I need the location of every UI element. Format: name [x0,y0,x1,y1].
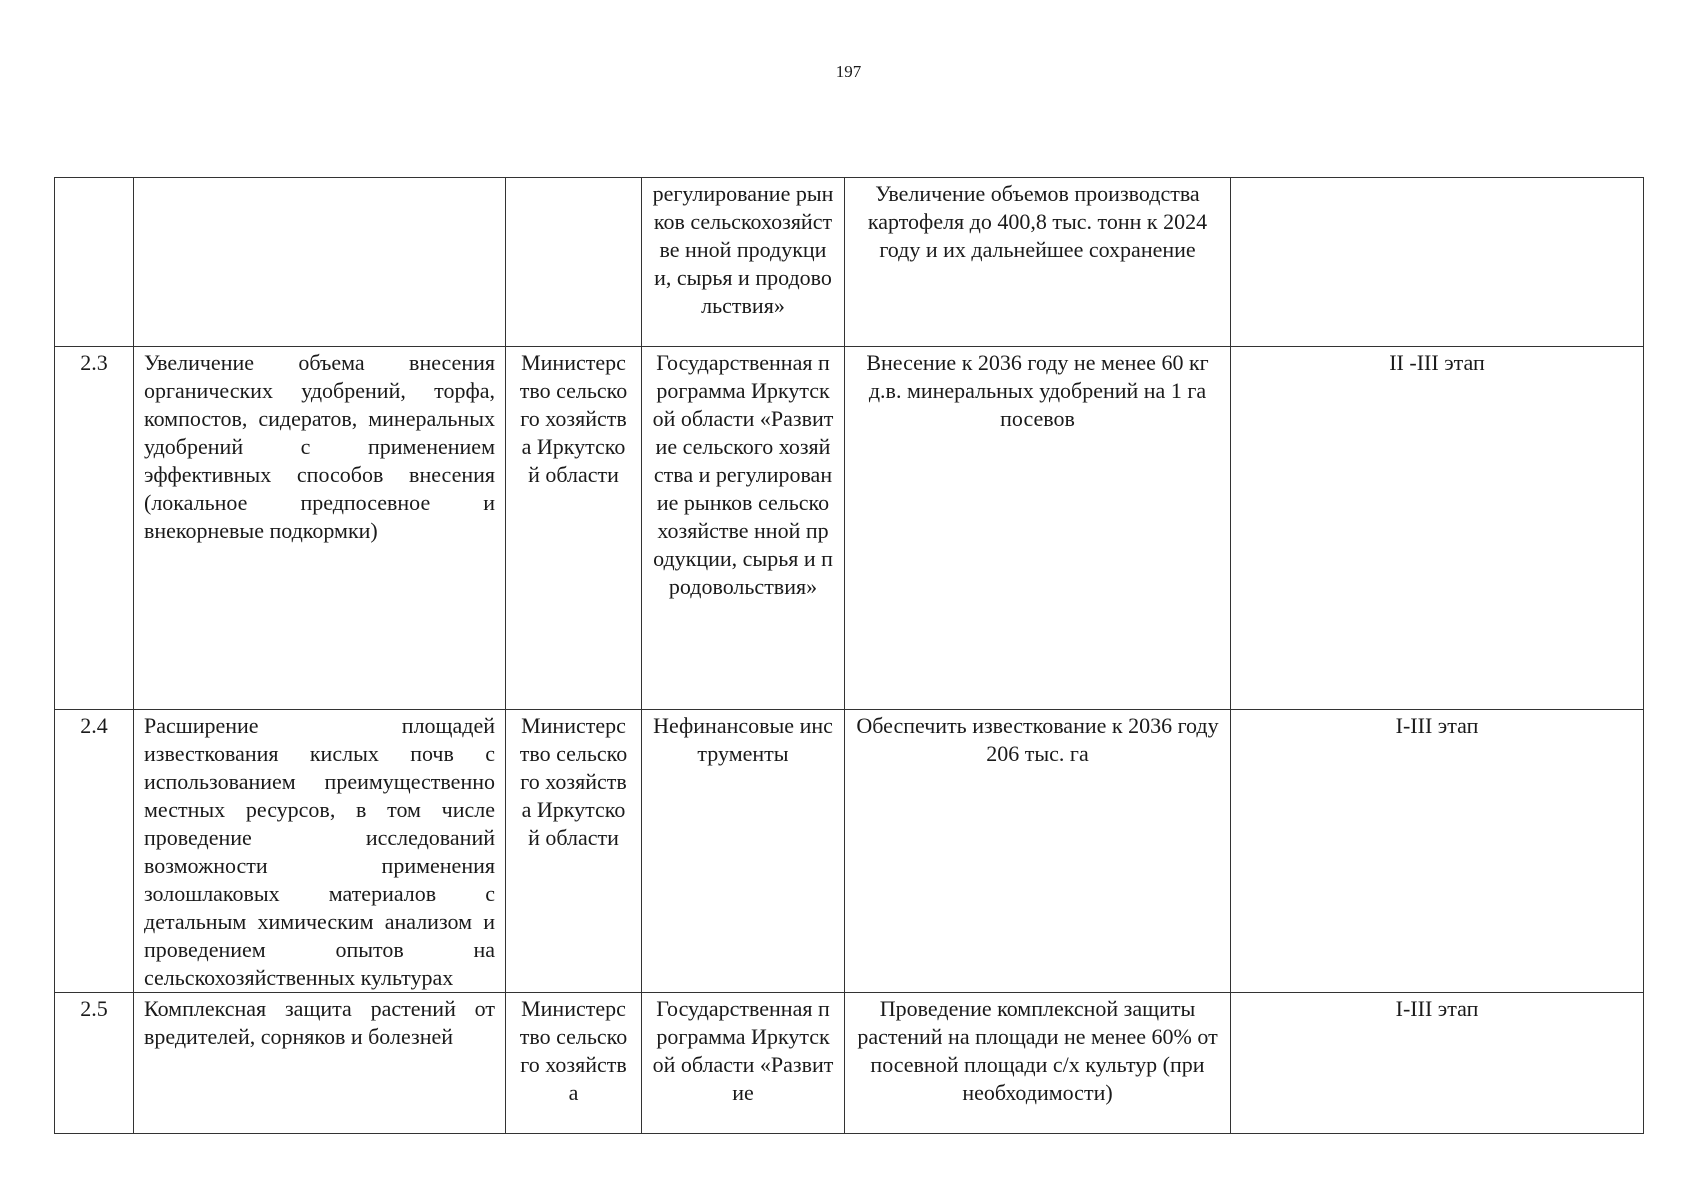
responsible-cell: Министерс тво сельского хозяйства Иркутской области [506,710,642,993]
measure-cell: Комплексная защита растений от вредителей, сорняков и болезней [134,993,506,1134]
table-row [55,347,1644,710]
stage-cell: I-III этап [1231,710,1644,993]
program-cell: Нефинансовые инструменты [642,710,845,993]
responsible-cell [506,178,642,347]
result-cell: Увеличение объемов производства картофеля до 400,8 тыс. тонн к 2024 году и их дальнейшее сохранение [845,178,1231,347]
row-number: 2.5 [55,993,134,1134]
program-cell: Государственная программа Иркутской области «Развитие [642,993,845,1134]
stage-cell: II -III этап [1231,347,1644,710]
table-row [55,178,1644,347]
row-number [55,178,134,347]
program-cell: Государственная программа Иркутской области «Развитие сельского хозяйства и регулирование рынков сельскохозяйстве нной продукции, сырья и продовольствия» [642,347,845,710]
measure-cell: Увеличение объема внесения органических удобрений, торфа, компостов, сидератов, минеральных удобрений с применением эффективных способов внесения (локальное предпосевное и внекорневые подкормки) [134,347,506,710]
responsible-cell: Министерс тво сельского хозяйства Иркутской области [506,347,642,710]
measure-cell: Расширение площадей известкования кислых почв с использованием преимущественно местных ресурсов, в том числе проведение исследований возможности применения золошлаковых материалов с детальным химическим анализом и проведением опытов на сельскохозяйственных культурах [134,710,506,993]
stage-cell: I-III этап [1231,993,1644,1134]
row-number: 2.4 [55,710,134,993]
responsible-cell: Министерс тво сельского хозяйства [506,993,642,1134]
result-cell: Обеспечить известкование к 2036 году 206 тыс. га [845,710,1231,993]
result-cell: Проведение комплексной защиты растений на площади не менее 60% от посевной площади с/х культур (при необходимости) [845,993,1231,1134]
program-cell: регулирование рынков сельскохозяйстве нной продукции, сырья и продовольствия» [642,178,845,347]
result-cell: Внесение к 2036 году не менее 60 кг д.в. минеральных удобрений на 1 га посевов [845,347,1231,710]
row-number: 2.3 [55,347,134,710]
table-row [55,710,1644,993]
table-row [55,993,1644,1134]
stage-cell [1231,178,1644,347]
page-number: 197 [835,62,862,81]
measure-cell [134,178,506,347]
measures-table [54,177,1644,1134]
